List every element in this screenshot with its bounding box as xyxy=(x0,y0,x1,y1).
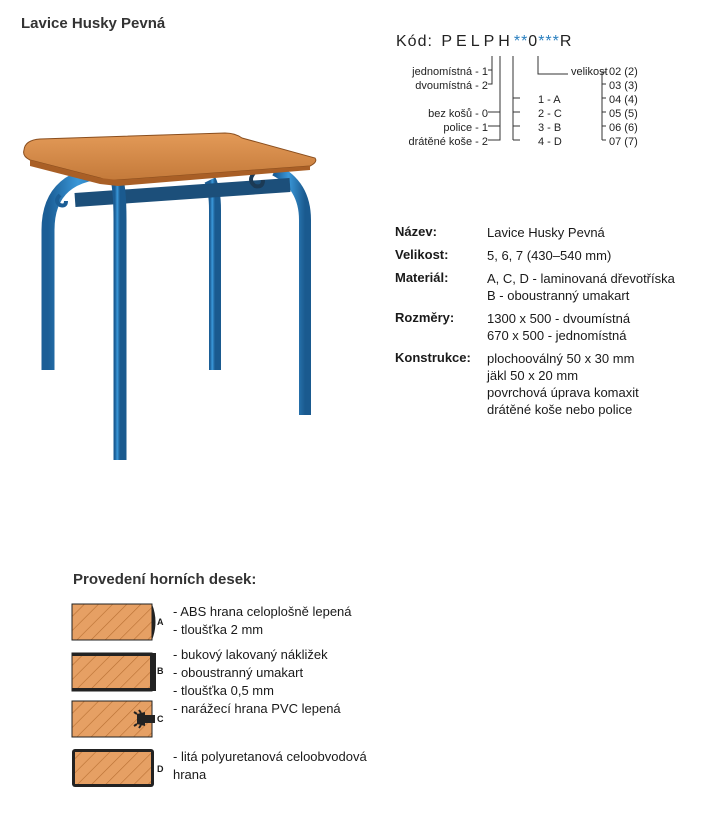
edge-c-swatch xyxy=(71,700,163,740)
code-legend-middle-3: 4 - D xyxy=(538,136,562,148)
edge-d-text: - litá polyuretanová celoobvodová hrana xyxy=(173,749,367,782)
page-title: Lavice Husky Pevná xyxy=(21,15,166,32)
edge-b xyxy=(71,646,381,696)
code-legend-left-1: dvoumístná - 2 xyxy=(415,80,488,92)
edges-title: Provedení horních desek: xyxy=(73,571,257,588)
code-legend-middle-0: 1 - A xyxy=(538,94,561,106)
edge-a-swatch xyxy=(71,603,163,643)
edge-d-letter: D xyxy=(157,764,164,774)
product-code: Kód: PELPH**0***R xyxy=(396,33,573,50)
spec-row-material: Materiál: A, C, D - laminovaná dřevotříska B - oboustranný umakart xyxy=(395,270,675,303)
edge-b-letter: B xyxy=(157,666,164,676)
edge-a xyxy=(71,603,381,643)
edge-b-text: - bukový lakovaný nákližek - oboustranný umakart - tloušťka 0,5 mm xyxy=(173,647,328,698)
spec-table xyxy=(395,224,675,424)
edge-c-text: - narážecí hrana PVC lepená xyxy=(173,701,341,716)
spec-row-size: Velikost: 5, 6, 7 (430–540 mm) xyxy=(395,247,612,263)
code-legend-right-4: 06 (6) xyxy=(609,122,638,134)
code-legend-left-2: bez košů - 0 xyxy=(428,108,488,120)
code-legend-left-0: jednomístná - 1 xyxy=(412,66,488,78)
edge-d-swatch xyxy=(71,748,163,790)
code-legend-left-3: police - 1 xyxy=(443,122,488,134)
spec-row-name: Název: Lavice Husky Pevná xyxy=(395,224,605,240)
spec-row-construction: Konstrukce: plochooválný 50 x 30 mm jäkl 50 x 20 mm povrchová úprava komaxit drátěné koše nebo police xyxy=(395,350,639,417)
edge-c xyxy=(71,700,381,740)
edge-a-letter: A xyxy=(157,617,164,627)
code-legend-right-3: 05 (5) xyxy=(609,108,638,120)
code-legend-right-1: 03 (3) xyxy=(609,80,638,92)
code-legend-left-4: drátěné koše - 2 xyxy=(408,136,488,148)
code-legend-middle-1: 2 - C xyxy=(538,108,562,120)
code-legend-middle-2: 3 - B xyxy=(538,122,562,134)
code-legend-right-0: 02 (2) xyxy=(609,66,638,78)
code-legend-velikost: velikost xyxy=(571,66,608,78)
desk-illustration xyxy=(20,130,320,470)
edge-d xyxy=(71,748,381,790)
edge-c-letter: C xyxy=(157,714,164,724)
edge-a-text: - ABS hrana celoplošně lepená - tloušťka 2 mm xyxy=(173,604,352,637)
code-legend-right-2: 04 (4) xyxy=(609,94,638,106)
code-legend-right-5: 07 (7) xyxy=(609,136,638,148)
spec-row-dimensions: Rozměry: 1300 x 500 - dvoumístná 670 x 500 - jednomístná xyxy=(395,310,631,343)
edge-b-swatch xyxy=(71,652,163,696)
